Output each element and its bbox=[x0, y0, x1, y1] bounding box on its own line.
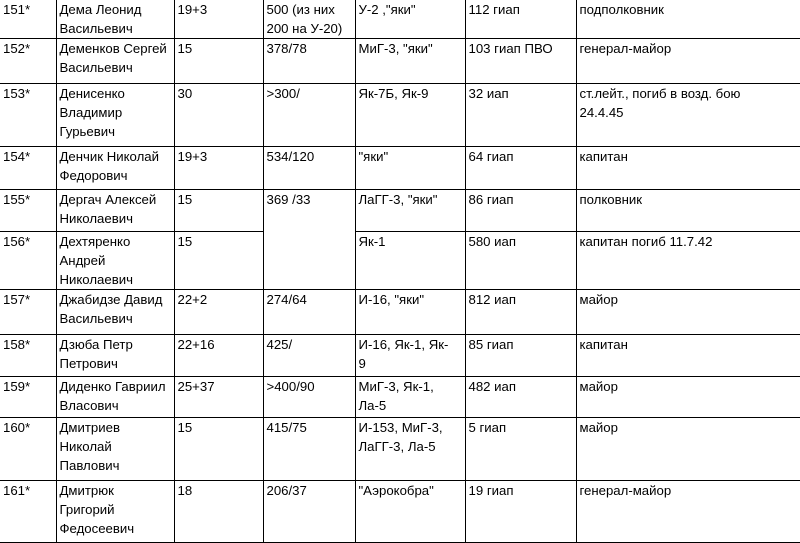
cell-name: Дехтяренко Андрей Николаевич bbox=[56, 232, 174, 290]
cell-number: 161* bbox=[0, 481, 56, 543]
cell-wins: 15 bbox=[174, 232, 263, 290]
cell-unit: 64 гиап bbox=[465, 147, 576, 190]
cell-number: 154* bbox=[0, 147, 56, 190]
cell-unit: 5 гиап bbox=[465, 418, 576, 481]
cell-name: Деменков Сергей Васильевич bbox=[56, 39, 174, 84]
cell-sorties: 378/78 bbox=[263, 39, 355, 84]
cell-rank: капитан bbox=[576, 335, 800, 377]
cell-wins: 15 bbox=[174, 418, 263, 481]
table-row bbox=[0, 290, 800, 335]
cell-rank: подполковник bbox=[576, 0, 800, 39]
cell-sorties: >300/ bbox=[263, 84, 355, 147]
cell-unit: 103 гиап ПВО bbox=[465, 39, 576, 84]
cell-wins: 22+16 bbox=[174, 335, 263, 377]
cell-name: Дергач Алексей Николаевич bbox=[56, 190, 174, 232]
cell-number: 152* bbox=[0, 39, 56, 84]
cell-sorties: 415/75 bbox=[263, 418, 355, 481]
table-row bbox=[0, 147, 800, 190]
cell-aircraft: Як-1 bbox=[355, 232, 465, 290]
table-row bbox=[0, 335, 800, 377]
cell-rank: генерал-майор bbox=[576, 39, 800, 84]
cell-rank: майор bbox=[576, 377, 800, 418]
cell-wins: 30 bbox=[174, 84, 263, 147]
cell-number: 158* bbox=[0, 335, 56, 377]
cell-rank: ст.лейт., погиб в возд. бою 24.4.45 bbox=[576, 84, 800, 147]
cell-name: Джабидзе Давид Васильевич bbox=[56, 290, 174, 335]
cell-number: 157* bbox=[0, 290, 56, 335]
cell-wins: 25+37 bbox=[174, 377, 263, 418]
cell-aircraft: И-16, Як-1, Як- 9 bbox=[355, 335, 465, 377]
cell-name: Дмитриев Николай Павлович bbox=[56, 418, 174, 481]
cell-rank: капитан bbox=[576, 147, 800, 190]
cell-aircraft: МиГ-3, Як-1, Ла-5 bbox=[355, 377, 465, 418]
cell-wins: 18 bbox=[174, 481, 263, 543]
cell-rank: капитан погиб 11.7.42 bbox=[576, 232, 800, 290]
cell-sorties: 500 (из них 200 на У-20) bbox=[263, 0, 355, 39]
cell-name: Денисенко Владимир Гурьевич bbox=[56, 84, 174, 147]
cell-rank: полковник bbox=[576, 190, 800, 232]
cell-number: 155* bbox=[0, 190, 56, 232]
table-row bbox=[0, 481, 800, 543]
cell-name: Дмитрюк Григорий Федосеевич bbox=[56, 481, 174, 543]
table-row bbox=[0, 39, 800, 84]
cell-wins: 15 bbox=[174, 190, 263, 232]
cell-sorties: 369 /33 bbox=[263, 190, 355, 290]
cell-aircraft: "яки" bbox=[355, 147, 465, 190]
cell-unit: 19 гиап bbox=[465, 481, 576, 543]
table-row bbox=[0, 232, 800, 290]
cell-sorties: 206/37 bbox=[263, 481, 355, 543]
cell-aircraft: И-153, МиГ-3, ЛаГГ-3, Ла-5 bbox=[355, 418, 465, 481]
cell-aircraft: И-16, "яки" bbox=[355, 290, 465, 335]
cell-sorties: >400/90 bbox=[263, 377, 355, 418]
cell-number: 151* bbox=[0, 0, 56, 39]
cell-sorties: 425/ bbox=[263, 335, 355, 377]
cell-name: Дема Леонид Васильевич bbox=[56, 0, 174, 39]
cell-unit: 32 иап bbox=[465, 84, 576, 147]
cell-name: Дзюба Петр Петрович bbox=[56, 335, 174, 377]
table-row bbox=[0, 0, 800, 39]
cell-number: 159* bbox=[0, 377, 56, 418]
cell-number: 160* bbox=[0, 418, 56, 481]
table-row bbox=[0, 84, 800, 147]
cell-rank: майор bbox=[576, 418, 800, 481]
cell-aircraft: У-2 ,"яки" bbox=[355, 0, 465, 39]
cell-aircraft: "Аэрокобра" bbox=[355, 481, 465, 543]
cell-aircraft: Як-7Б, Як-9 bbox=[355, 84, 465, 147]
cell-unit: 482 иап bbox=[465, 377, 576, 418]
cell-sorties: 274/64 bbox=[263, 290, 355, 335]
cell-name: Диденко Гавриил Власович bbox=[56, 377, 174, 418]
cell-number: 153* bbox=[0, 84, 56, 147]
cell-unit: 812 иап bbox=[465, 290, 576, 335]
cell-sorties: 534/120 bbox=[263, 147, 355, 190]
cell-unit: 112 гиап bbox=[465, 0, 576, 39]
cell-unit: 85 гиап bbox=[465, 335, 576, 377]
cell-aircraft: МиГ-3, "яки" bbox=[355, 39, 465, 84]
cell-wins: 15 bbox=[174, 39, 263, 84]
cell-unit: 580 иап bbox=[465, 232, 576, 290]
table-row bbox=[0, 190, 800, 232]
cell-rank: майор bbox=[576, 290, 800, 335]
cell-wins: 22+2 bbox=[174, 290, 263, 335]
cell-rank: генерал-майор bbox=[576, 481, 800, 543]
cell-wins: 19+3 bbox=[174, 147, 263, 190]
table-row bbox=[0, 418, 800, 481]
table-row bbox=[0, 377, 800, 418]
cell-aircraft: ЛаГГ-3, "яки" bbox=[355, 190, 465, 232]
cell-name: Денчик Николай Федорович bbox=[56, 147, 174, 190]
cell-wins: 19+3 bbox=[174, 0, 263, 39]
cell-unit: 86 гиап bbox=[465, 190, 576, 232]
cell-number: 156* bbox=[0, 232, 56, 290]
